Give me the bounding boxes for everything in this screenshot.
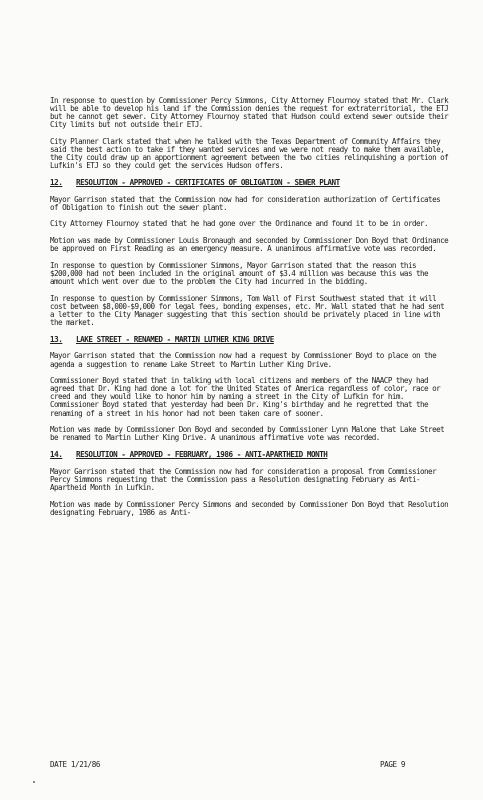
paragraph: City Attorney Flournoy stated that he had gone over the Ordinance and found it to be in order. [50, 219, 429, 229]
scan-speck [33, 781, 35, 783]
paragraph: Mayor Garrison stated that the Commission now had a request by Commissioner Boyd to place on the agenda a suggestion to rename Lake Street to Martin Luther King Drive. [50, 351, 437, 369]
section-title: RESOLUTION - APPROVED - CERTIFICATES OF OBLIGATION - SEWER PLANT [76, 177, 340, 187]
section-number: 14. [50, 450, 63, 460]
paragraph: Motion was made by Commissioner Louis Bronaugh and seconded by Commissioner Don Boyd that Ordinance be approved on First Reading as an emergency measure. A unanimous affirmative vote was recorded. [50, 236, 449, 254]
paragraph: Mayor Garrison stated that the Commission now had for consideration authorization of Certificates of Obligation to finish out the sewer plant. [50, 194, 441, 212]
section-title: LAKE STREET - RENAMED - MARTIN LUTHER KING DRIVE [76, 334, 274, 344]
paragraph: City Planner Clark stated that when he talked with the Texas Department of Community Affairs they said the best action to take if they wanted services and we were not ready to make them available, the City could draw up an apportionment agreement between the two cities relinquishing a portion of Lufkin's ETJ so they could get the services Hudson offers. [50, 136, 449, 171]
footer-page-number: PAGE 9 [380, 760, 406, 769]
paragraph: Motion was made by Commissioner Percy Simmons and seconded by Commissioner Don Boyd that Resolution designating February, 1986 as Anti- [50, 499, 449, 517]
paragraph: Motion was made by Commissioner Don Boyd and seconded by Commissioner Lynn Malone that Lake Street be renamed to Martin Luther King Drive. A unanimous affirmative vote was recorded. [50, 425, 445, 443]
paragraph: Commissioner Boyd stated that in talking with local citizens and members of the NAACP they had agreed that Dr. King had done a lot for the United States of America regardless of color, race or creed and they would like to honor him by naming a street in the City of Lufkin for him. Commissioner Boyd stated that yesterday had been Dr. King's birthday and he regretted that the renaming of a street in his honor had not been taken care of sooner. [50, 376, 441, 418]
section-heading-13 [50, 336, 450, 344]
section-heading-12 [50, 179, 450, 187]
section-number: 12. [50, 177, 63, 187]
footer-date: DATE 1/21/86 [50, 760, 101, 769]
minutes-body [50, 97, 450, 525]
paragraph: In response to question by Commissioner Percy Simmons, City Attorney Flournoy stated that Mr. Clark will be able to develop his land if the Commission denies the request for extraterritorial, the ETJ but he cannot get sewer. City Attorney Flournoy stated that Hudson could extend sewer outside their City limits but not outside their ETJ. [50, 96, 449, 130]
page-footer [50, 760, 450, 770]
section-number: 13. [50, 334, 63, 344]
section-heading-14 [50, 451, 450, 459]
paragraph: Mayor Garrison stated that the Commission now had for consideration a proposal from Commissioner Percy Simmons requesting that the Commission pass a Resolution designating February as Anti-Apartheid Month in Lufkin. [50, 466, 437, 492]
paragraph: In response to question by Commissioner Simmons, Tom Wall of First Southwest stated that it will cost between $8,000-$9,000 for legal fees, bonding expenses, etc. Mr. Wall stated that he had sent a letter to the City Manager suggesting that this section should be privately placed in line with the market. [50, 293, 445, 328]
section-title: RESOLUTION - APPROVED - FEBRUARY, 1986 - ANTI-APARTHEID MONTH [76, 450, 328, 460]
paragraph: In response to question by Commissioner Simmons, Mayor Garrison stated that the reason this $200,000 had not been included in the original amount of $3.4 million was because this was the amount which went over due to the problem the City had incurred in the bidding. [50, 260, 429, 287]
